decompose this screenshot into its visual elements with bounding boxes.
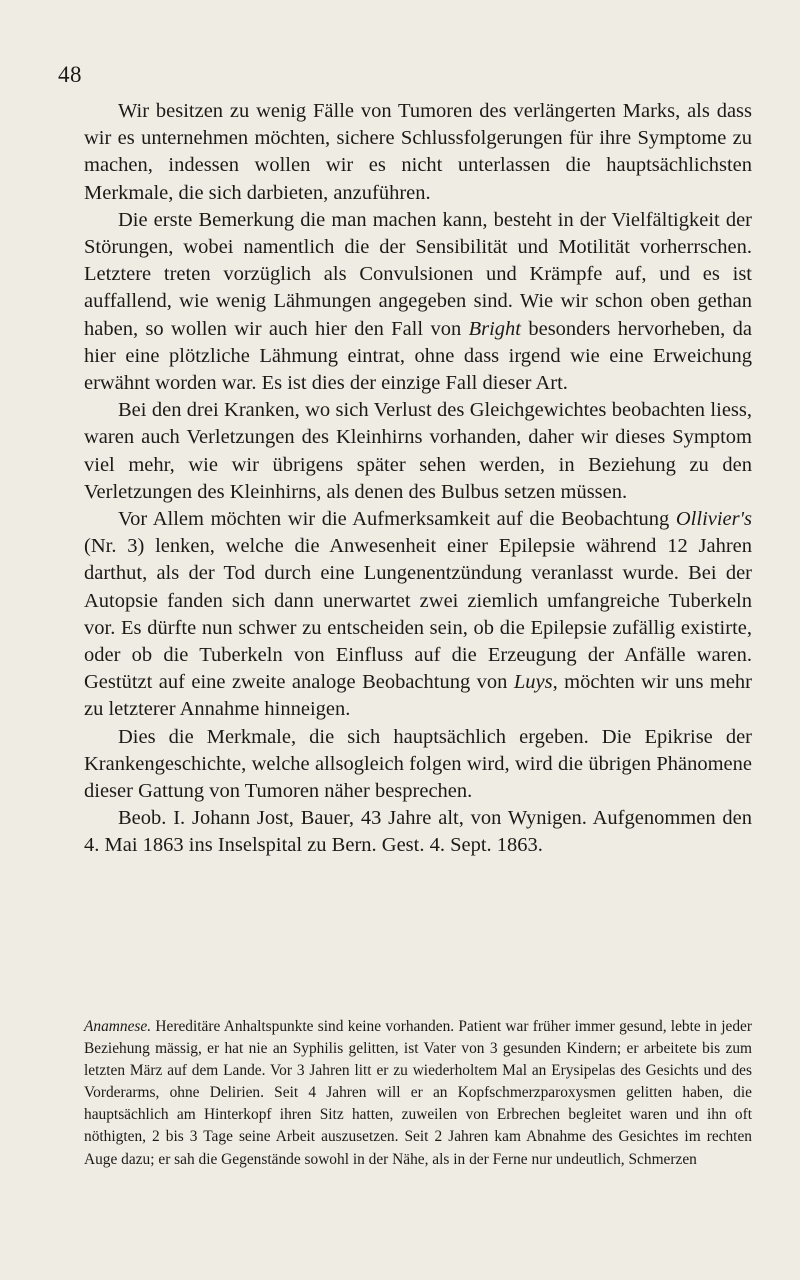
paragraph-beobachtung-1: Beob. I. Johann Jost, Bauer, 43 Jahre alt, von Wynigen. Aufgenommen den 4. Mai 1863 ins Inselspital zu Bern. Gest. 4. Sept. 1863.: [84, 807, 752, 857]
anamnese-text: Hereditäre Anhaltspunkte sind keine vorhanden. Patient war früher immer gesund, lebte in jeder Beziehung mässig, er hat nie an Syphilis gelitten, ist Vater von 3 gesunden Kindern; er arbeitete bis zum letzten März auf dem Lande. Vor 3 Jahren litt er zu wiederholtem Mal an Erysipelas des Gesichts und des Vorderarms, ohne Delirien. Seit 4 Jahren will er an Kopfschmerzparoxysmen gelitten haben, die hauptsächlich am Hinterkopf ihren Sitz hatten, zuweilen von Erbrechen begleitet waren und ihn oft nöthigten, 2 bis 3 Tage seine Arbeit auszusetzen. Seit 2 Jahren kam Abnahme des Gesichtes im rechten Auge dazu; er sah die Gegenstände sowohl in der Nähe, als in der Ferne nur undeutlich, Schmerzen: [84, 1018, 752, 1168]
anamnese-section: [84, 1016, 752, 1171]
author-luys: Luys: [513, 671, 553, 694]
paragraph-anamnese: [84, 1016, 752, 1171]
author-ollivier: Ollivier's: [675, 508, 752, 531]
page-number: 48: [58, 62, 82, 87]
paragraph-gleichgewicht: Bei den drei Kranken, wo sich Verlust des Gleichgewichtes beobachten liess, waren auch Verletzungen des Kleinhirns vorhanden, daher wir dieses Symptom viel mehr, wie wir übrigens später sehen werden, in Beziehung zu den Verletzungen des Kleinhirns, als denen des Bulbus setzen müssen.: [84, 399, 752, 503]
author-bright: Bright: [468, 317, 521, 340]
paragraph-tumoren: Wir besitzen zu wenig Fälle von Tumoren des verlängerten Marks, als dass wir es unternehmen möchten, sichere Schlussfolgerungen für ihre Symptome zu machen, indessen wollen wir es nicht unterlassen die hauptsächlichsten Merkmale, die sich darbieten, anzuführen.: [84, 100, 752, 204]
anamnese-label: Anamnese.: [84, 1018, 152, 1035]
paragraph-erste-bemerkung: Die erste Bemerkung die man machen kann, besteht in der Vielfältigkeit der Störungen, wobei namentlich die der Sensibilität und Motilität vorherrschen. Letztere treten vorzüglich als Convulsionen und Krämpfe auf, und es ist auffallend, wie wenig Lähmungen angegeben sind. Wie wir schon oben gethan haben, so wollen wir auch hier den Fall von Bright besonders hervorheben, da hier eine plötzliche Lähmung eintrat, ohne dass irgend wie eine Erweichung erwähnt worden war. Es ist dies der einzige Fall dieser Art.: [84, 208, 753, 395]
paragraph-merkmale: Dies die Merkmale, die sich hauptsächlich ergeben. Die Epikrise der Krankengeschichte, welche allsogleich folgen wird, wird die übrigen Phänomene dieser Gattung von Tumoren näher besprechen.: [84, 725, 752, 803]
main-text: [84, 98, 752, 860]
paragraph-ollivier: Vor Allem möchten wir die Aufmerksamkeit auf die Beobachtung Ollivier's (Nr. 3) lenken, welche die Anwesenheit einer Epilepsie während 12 Jahren darthut, als der Tod durch eine Lungenentzündung veranlasst wurde. Bei der Autopsie fanden sich dann unerwartet zwei ziemlich umfangreiche Tuberkeln vor. Es dürfte nun schwer zu entscheiden sein, ob die Epilepsie zufällig existirte, oder ob die Tuberkeln von Einfluss auf die Erzeugung der Anfälle waren. Gestützt auf eine zweite analoge Beobachtung von Luys, möchten wir uns mehr zu letzterer Annahme hinneigen.: [84, 508, 752, 721]
